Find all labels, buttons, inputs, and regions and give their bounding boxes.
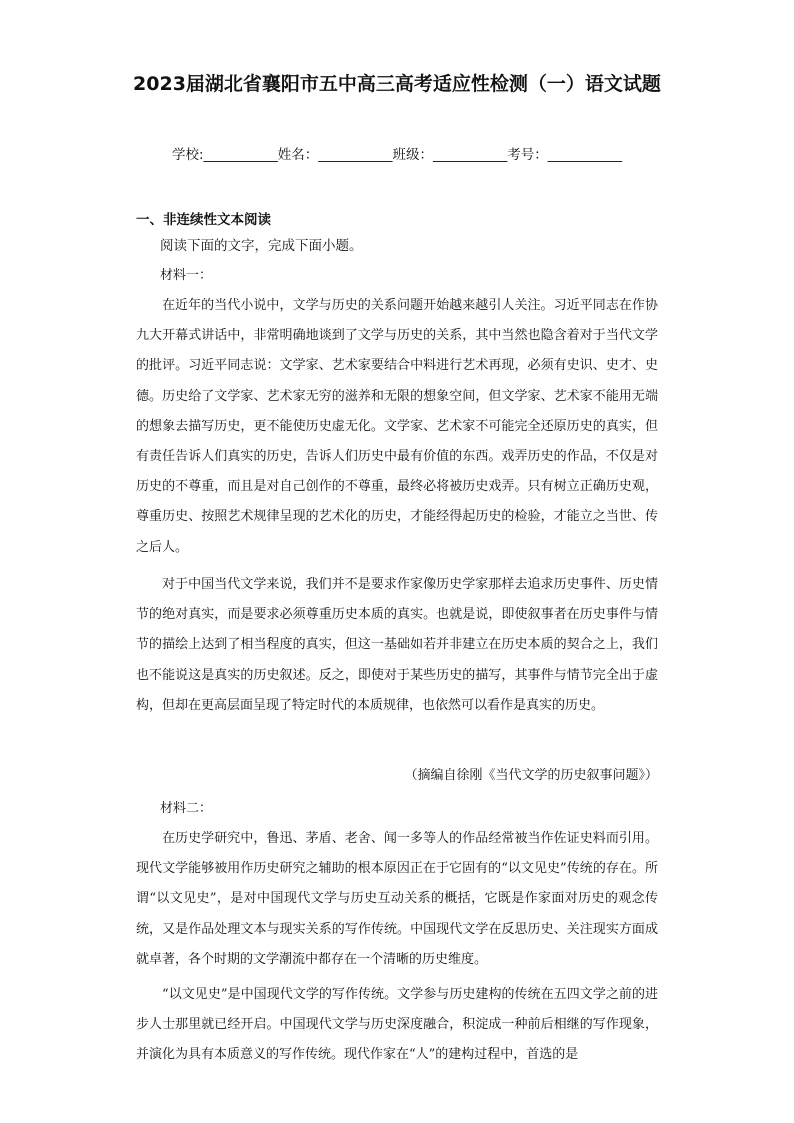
student-info-line: 学校:___________姓名：___________班级：___________考号：___________ <box>171 147 623 163</box>
material-1-source: （摘编自徐刚《当代文学的历史叙事问题》） <box>404 768 658 783</box>
material-2-paragraph-1: 在历史学研究中，鲁迅、茅盾、老舍、闻一多等人的作品经常被当作佐证史料而引用。现代文学能够被用作历史研究之辅助的根本原因正在于它固有的“以文见史”传统的存在。所谓“以文见史”，是对中国现代文学与历史互动关系的概括，它既是作家面对历史的观念传统，又是作品处理文本与现实关系的写作传统。中国现代文学在反思历史、关注现实方面成就卓著，各个时期的文学潮流中都存在一个清晰的历史维度。 <box>136 831 658 967</box>
instruction-text: 阅读下面的文字，完成下面小题。 <box>160 238 363 254</box>
page-title: 2023届湖北省襄阳市五中高三高考适应性检测（一）语文试题 <box>133 73 661 95</box>
material-2-paragraph-2: “以文见史”是中国现代文学的写作传统。文学参与历史建构的传统在五四文学之前的进步人士那里就已经开启。中国现代文学与历史深度融合，积淀成一种前后相继的写作现象，并演化为具有本质意义的写作传统。现代作家在“人”的建构过程中，首选的是 <box>136 987 658 1063</box>
material-1-paragraph-1: 在近年的当代小说中，文学与历史的关系问题开始越来越引人关注。习近平同志在作协九大开幕式讲话中，非常明确地谈到了文学与历史的关系，其中当然也隐含着对于当代文学的批评。习近平同志说：文学家、艺术家要结合中料进行艺术再现，必须有史识、史才、史德。历史给了文学家、艺术家无穷的滋养和无限的想象空间，但文学家、艺术家不能用无端的想象去描写历史，更不能使历史虚无化。文学家、艺术家不可能完全还原历史的真实，但有责任告诉人们真实的历史，告诉人们历史中最有价值的东西。戏弄历史的作品，不仅是对历史的不尊重，而且是对自己创作的不尊重，最终必将被历史戏弄。只有树立正确历史观，尊重历史、按照艺术规律呈现的艺术化的历史，才能经得起历史的检验，才能立之当世、传之后人。 <box>136 298 658 555</box>
material-1-label: 材料一： <box>160 268 213 283</box>
material-2-label: 材料二： <box>160 801 213 816</box>
section-heading: 一、非连续性文本阅读 <box>136 212 271 228</box>
material-1-paragraph-2: 对于中国当代文学来说，我们并不是要求作家像历史学家那样去追求历史事件、历史情节的绝对真实，而是要求必须尊重历史本质的真实。也就是说，即使叙事者在历史事件与情节的描绘上达到了相当程度的真实，但这一基础如若并非建立在历史本质的契合之上，我们也不能说这是真实的历史叙述。反之，即使对于某些历史的描写，其事件与情节完全出于虚构，但却在更高层面呈现了特定时代的本质规律，也依然可以看作是真实的历史。 <box>136 577 658 713</box>
